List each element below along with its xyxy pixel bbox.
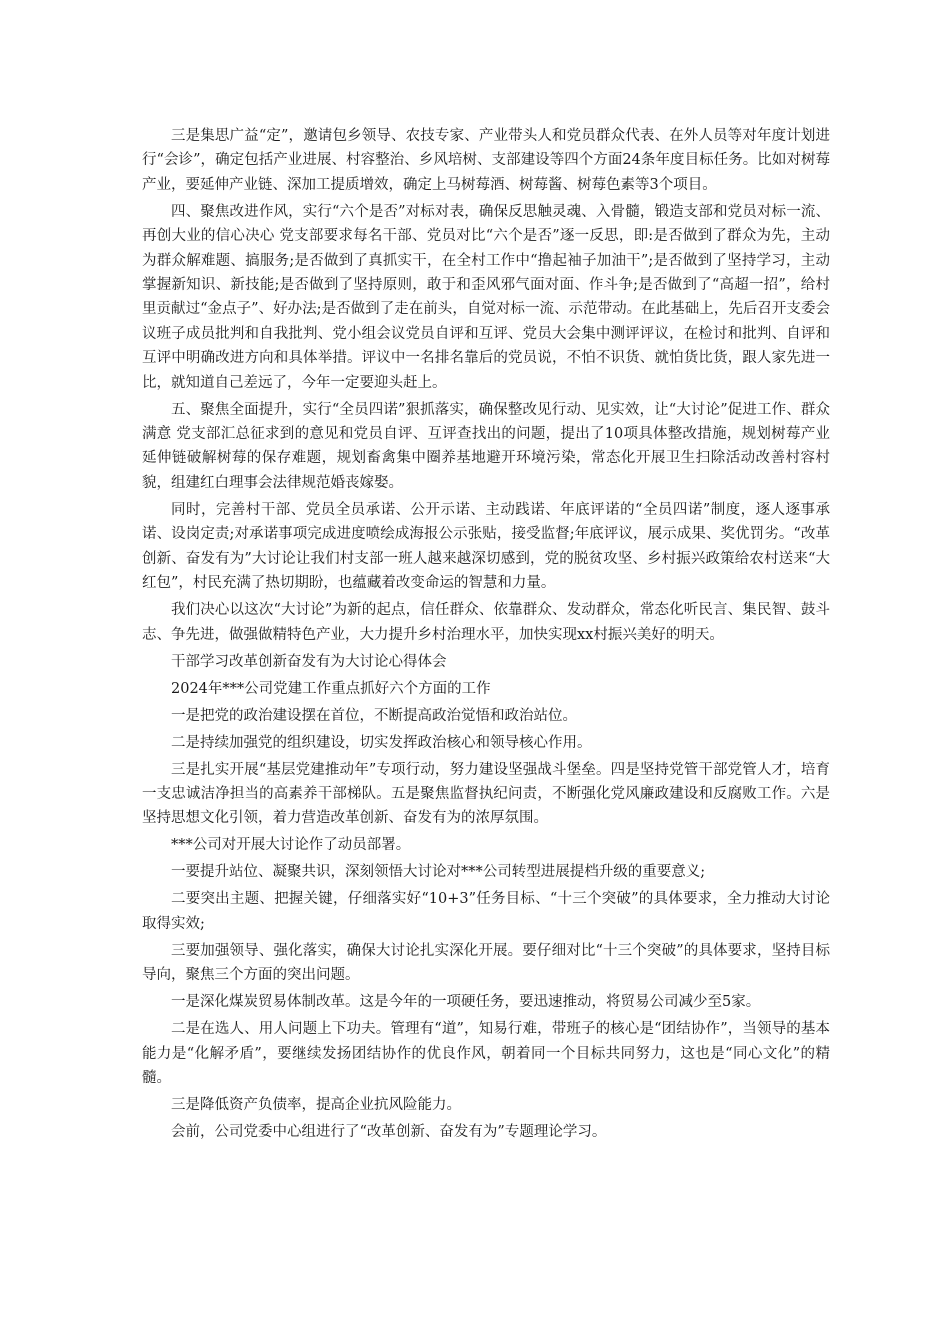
- list-item-strengthen-leadership: 三要加强领导、强化落实，确保大讨论扎实深化开展。要仔细对比“十三个突破”的具体要求，坚持目标导向，聚焦三个方面的突出问题。: [142, 942, 830, 984]
- paragraph-mobilization: ***公司对开展大讨论作了动员部署。: [171, 837, 411, 854]
- list-item-personnel: 二是在选人、用人问题上下功夫。管理有“道”，知易行难，带班子的核心是“团结协作”，当领导的基本能力是“化解矛盾”，要继续发扬团结协作的优良作风，朝着同一个目标共同努力，这也是“同心文化”的精髓。: [142, 1021, 830, 1086]
- list-item-debt-ratio: 三是降低资产负债率，提高企业抗风险能力。: [171, 1096, 461, 1113]
- document-body: [142, 124, 830, 1147]
- section-title-party-work-2024: 2024年***公司党建工作重点抓好六个方面的工作: [171, 680, 491, 697]
- paragraph-four-commitments: 同时，完善村干部、党员全员承诺、公开示诺、主动践诺、年底评诺的“全员四诺”制度，逐人逐事承诺、设岗定责;对承诺事项完成进度喷绘成海报公示张贴，接受监督;年底评议，展示成果、奖优罚劣。“改革创新、奋发有为”大讨论让我们村支部一班人越来越深切感到，党的脱贫攻坚、乡村振兴政策给农村送来“大红包”，村民充满了热切期盼，也蕴藏着改变命运的智慧和力量。: [142, 501, 830, 592]
- list-item-political-building: 一是把党的政治建设摆在首位，不断提高政治觉悟和政治站位。: [171, 707, 577, 724]
- list-item-organization-building: 二是持续加强党的组织建设，切实发挥政治核心和领导核心作用。: [171, 734, 592, 751]
- paragraph-improve-style: 四、聚焦改进作风，实行“六个是否”对标对表，确保反思触灵魂、入骨髓，锻造支部和党员对标一流、再创大业的信心决心 党支部要求每名干部、党员对比“六个是否”逐一反思，即:是否做到了群众为先，主动为群众解难题、搞服务;是否做到了真抓实干，在全村工作中“撸起袖子加油干”;是否做到了坚持学习，主动掌握新知识、新技能;是否做到了坚持原则，敢于和歪风邪气面对面、作斗争;是否做到了“高超一招”，给村里贡献过“金点子”、好办法;是否做到了走在前头，自觉对标一流、示范带动。在此基础上，先后召开支委会议班子成员批判和自我批判、党小组会议党员自评和互评、党员大会集中测评评议，在检讨和批判、自评和互评中明确改进方向和具体举措。评议中一名排名靠后的党员说，不怕不识货、就怕货比货，跟人家先进一比，就知道自己差远了，今年一定要迎头赶上。: [142, 203, 830, 391]
- list-item-raise-position: 一要提升站位、凝聚共识，深刻领悟大讨论对***公司转型进展提档升级的重要意义;: [171, 864, 706, 881]
- paragraph-pre-meeting-study: 会前，公司党委中心组进行了“改革创新、奋发有为”专题理论学习。: [171, 1123, 607, 1140]
- paragraph-overall-improvement: 五、聚焦全面提升，实行“全员四诺”狠抓落实，确保整改见行动、见实效，让“大讨论”促进工作、群众满意 党支部汇总征求到的意见和党员自评、互评查找出的问题，提出了10项具体整改措施，规划树莓产业延伸链破解树莓的保存难题，规划畜禽集中圈养基地避开环境污染，常态化开展卫生扫除活动改善村容村貌，组建红白理事会法律规范婚丧嫁娶。: [142, 401, 830, 491]
- paragraph-resolution: 我们决心以这次“大讨论”为新的起点，信任群众、依靠群众、发动群众，常态化听民言、集民智、鼓斗志、争先进，做强做精特色产业，大力提升乡村治理水平，加快实现xx村振兴美好的明天。: [142, 602, 830, 643]
- list-item-highlight-theme: 二要突出主题、把握关键，仔细落实好“10+3”任务目标、“十三个突破”的具体要求，全力推动大讨论取得实效;: [142, 891, 830, 932]
- paragraph-decision-targets: 三是集思广益“定”，邀请包乡领导、农技专家、产业带头人和党员群众代表、在外人员等对年度计划进行“会诊”，确定包括产业进展、村容整治、乡风培树、支部建设等四个方面24条年度目标任务。比如对树莓产业，要延伸产业链、深加工提质增效，确定上马树莓酒、树莓酱、树莓色素等3个项目。: [142, 128, 830, 193]
- list-item-coal-trade-reform: 一是深化煤炭贸易体制改革。这是今年的一项硬任务，要迅速推动，将贸易公司减少至5家。: [171, 994, 761, 1011]
- paragraph-items-three-to-six: 三是扎实开展“基层党建推动年”专项行动，努力建设坚强战斗堡垒。四是坚持党管干部党管人才，培育一支忠诚洁净担当的高素养干部梯队。五是聚焦监督执纪问责，不断强化党风廉政建设和反腐败工作。六是坚持思想文化引领，着力营造改革创新、奋发有为的浓厚氛围。: [142, 761, 830, 827]
- section-title-cadre-learning: 干部学习改革创新奋发有为大讨论心得体会: [171, 653, 447, 670]
